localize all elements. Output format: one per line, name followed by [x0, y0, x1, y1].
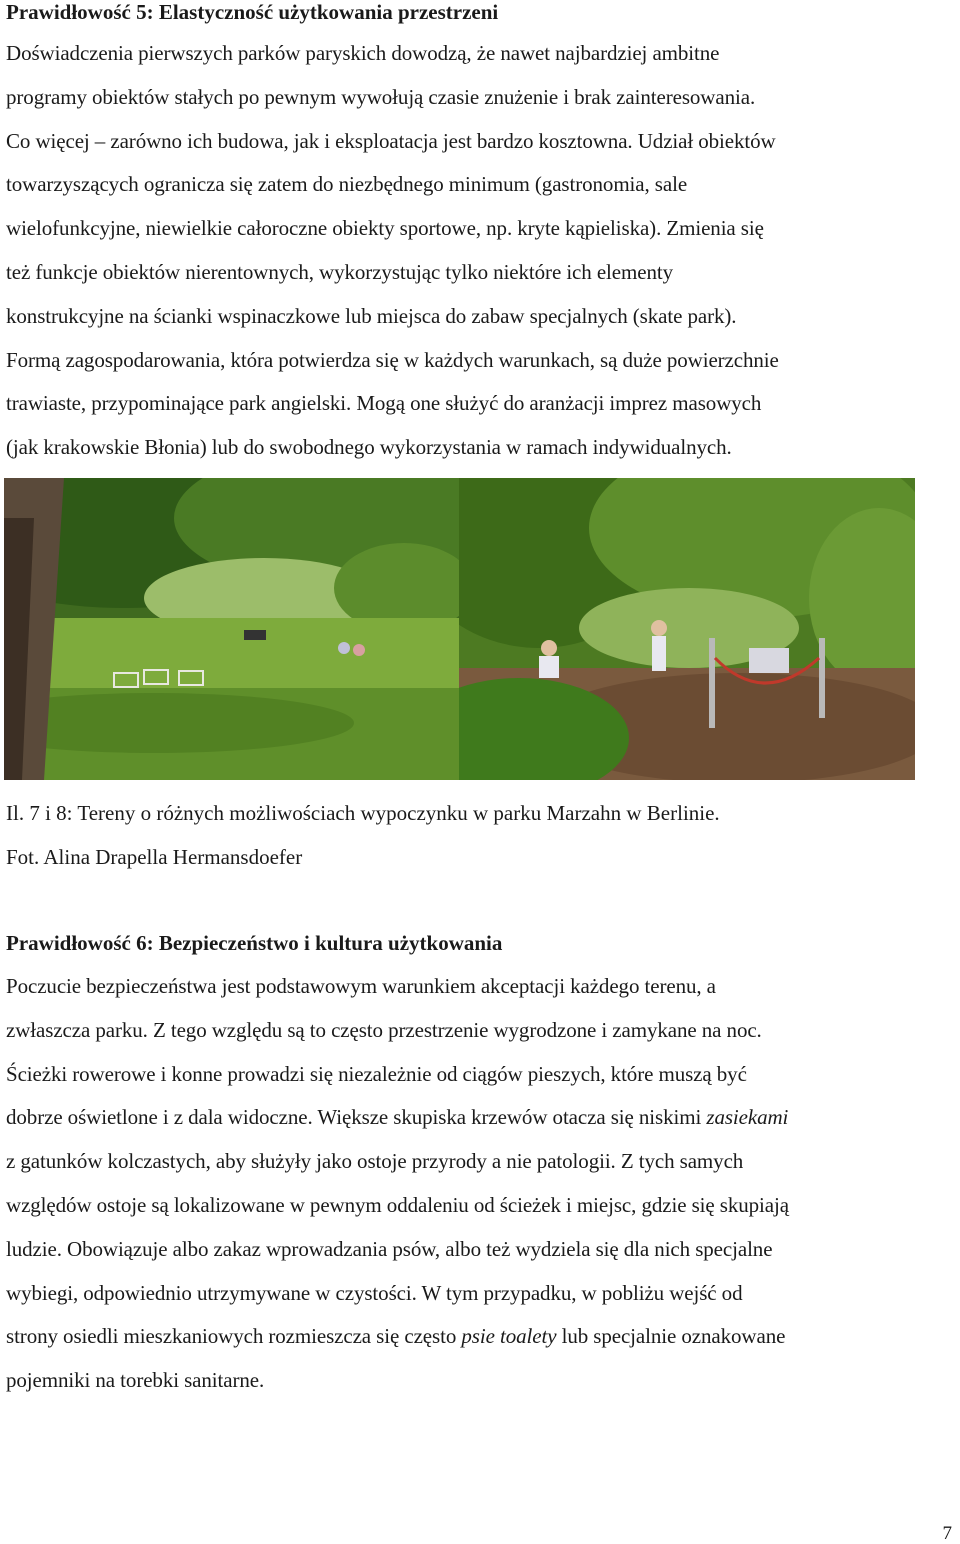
text-line: Doświadczenia pierwszych parków paryskich dowodzą, że nawet najbardziej ambitne [6, 41, 720, 65]
text-line: pojemniki na torebki sanitarne. [6, 1368, 265, 1393]
caption-line: Il. 7 i 8: Tereny o różnych możliwościach wypoczynku w parku Marzahn w Berlinie. [6, 801, 720, 825]
text-line: wielofunkcyjne, niewielkie całoroczne obiekty sportowe, np. kryte kąpieliska). Zmienia się [6, 216, 764, 241]
figure-caption [6, 792, 946, 879]
section-5-heading: Prawidłowość 5: Elastyczność użytkowania przestrzeni [6, 0, 499, 24]
text-line: z gatunków kolczastych, aby służyły jako ostoje przyrody a nie patologii. Z tych samych [6, 1149, 744, 1174]
text-line: konstrukcyjne na ścianki wspinaczkowe lub miejsca do zabaw specjalnych (skate park). [6, 303, 737, 328]
text-line: (jak krakowskie Błonia) lub do swobodnego wykorzystania w ramach indywidualnych. [6, 435, 732, 460]
hammock-area-photo [459, 478, 915, 780]
photo-credit: Fot. Alina Drapella Hermansdoefer [6, 844, 303, 869]
text-line: wybiegi, odpowiednio utrzymywane w czystości. W tym przypadku, w pobliżu wejść od [6, 1280, 743, 1305]
section-6-heading: Prawidłowość 6: Bezpieczeństwo i kultura użytkowania [6, 931, 503, 955]
italic-term: psie toalety [461, 1324, 557, 1349]
section-5-paragraph [6, 32, 958, 470]
page-number: 7 [942, 1523, 952, 1544]
text-line: ludzie. Obowiązuje albo zakaz wprowadzania psów, albo też wydziela się dla nich specjalne [6, 1236, 773, 1261]
text-line: względów ostoje są lokalizowane w pewnym oddaleniu od ścieżek i miejsc, gdzie się skupiają [6, 1192, 789, 1217]
section-6-paragraph [6, 965, 958, 1403]
text-line: zwłaszcza parku. Z tego względu są to często przestrzenie wygrodzone i zamykane na noc. [6, 1017, 762, 1042]
text-line: Co więcej – zarówno ich budowa, jak i eksploatacja jest bardzo kosztowna. Udział obiektów [6, 128, 776, 153]
text-line: Ścieżki rowerowe i konne prowadzi się niezależnie od ciągów pieszych, które muszą być [6, 1061, 747, 1086]
italic-term: zasiekami [706, 1105, 789, 1130]
text-line: Poczucie bezpieczeństwa jest podstawowym warunkiem akceptacji każdego terenu, a [6, 974, 716, 998]
text-line: trawiaste, przypominające park angielski. Mogą one służyć do aranżacji imprez masowych [6, 391, 762, 416]
text-line: towarzyszących ogranicza się zatem do niezbędnego minimum (gastronomia, sale [6, 172, 688, 197]
text-line: Formą zagospodarowania, która potwierdza się w każdych warunkach, są duże powierzchnie [6, 347, 779, 372]
text-line: programy obiektów stałych po pewnym wywołują czasie znużenie i brak zainteresowania. [6, 84, 756, 109]
park-lawn-photo [4, 478, 459, 780]
text-line [6, 1315, 958, 1359]
text-segment: strony osiedli mieszkaniowych rozmieszcza się często [6, 1324, 457, 1349]
text-line [6, 1096, 958, 1140]
text-segment: dobrze oświetlone i z dala widoczne. Większe skupiska krzewów otacza się niskimi [6, 1105, 702, 1130]
text-line: też funkcje obiektów nierentownych, wykorzystując tylko niektóre ich elementy [6, 259, 673, 284]
text-segment: lub specjalnie oznakowane [561, 1324, 786, 1349]
